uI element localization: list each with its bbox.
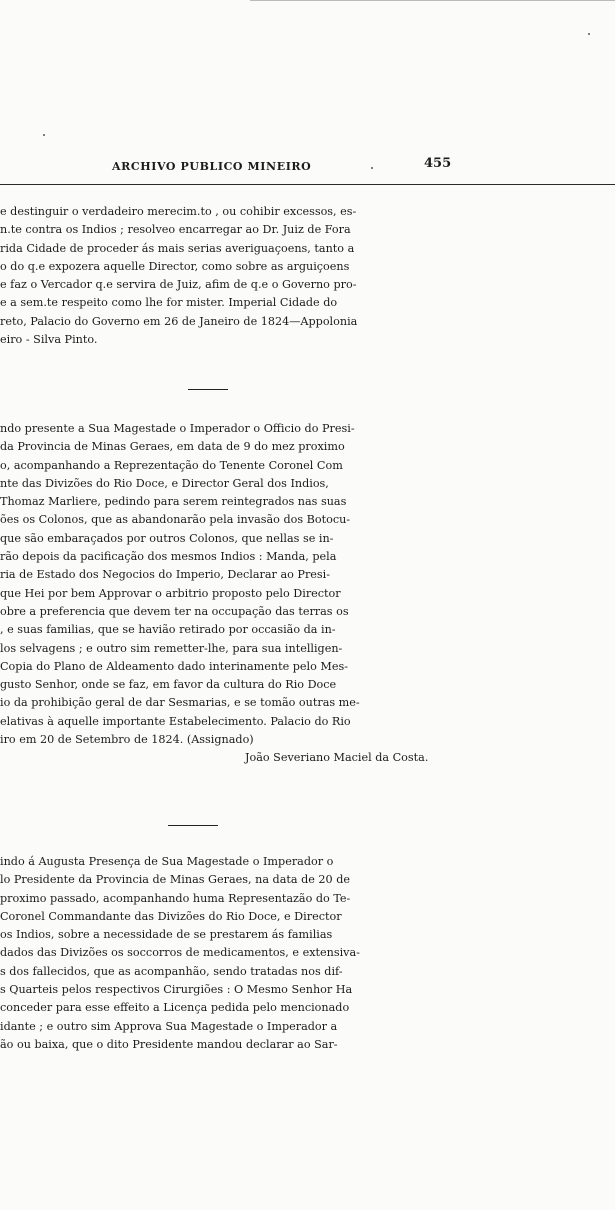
text-line: proximo passado, acompanhando huma Representazão do Te- [0,891,351,905]
header-title: ARCHIVO PUBLICO MINEIRO [112,160,312,173]
text-line: rão depois da pacificação dos mesmos Indios : Manda, pela [0,550,337,564]
text-line: conceder para esse effeito a Licença pedida pelo mencionado [0,1001,350,1015]
section-divider [168,825,218,826]
text-line: o do q.e expozera aquelle Director, como sobre as arguiçoens [0,259,350,273]
text-line: que são embaraçados por outros Colonos, que nellas se in- [0,531,334,545]
text-line: obre a preferencia que devem ter na occupação das terras os [0,604,349,618]
text-line: s Quarteis pelos respectivos Cirurgiões : O Mesmo Senhor Ha [0,983,353,997]
text-line: rida Cidade de proceder ás mais serias averiguaçoens, tanto a [0,241,355,255]
text-line: o, acompanhando a Reprezentação do Tenente Coronel Com [0,458,343,472]
text-line: dados das Divizões os soccorros de medicamentos, e extensiva- [0,946,360,960]
page-number: 455 [424,156,452,171]
text-line: indo á Augusta Presença de Sua Magestade o Imperador o [0,855,334,868]
text-line: los selvagens ; e outro sim remetter-lhe, para sua intelligen- [0,641,343,655]
text-line: Copia do Plano de Aldeamento dado interinamente pelo Mes- [0,659,348,673]
text-line: da Provincia de Minas Geraes, em data de 9 do mez proximo [0,440,345,454]
text-line: e destinguir o verdadeiro merecim.to , ou cohibir excessos, es- [0,205,357,218]
text-line: , e suas familias, que se havião retirado por occasião da in- [0,623,336,637]
text-line: reto, Palacio do Governo em 26 de Janeiro de 1824—Appolonia [0,314,358,328]
signature: João Severiano Maciel da Costa. [245,751,429,765]
running-header [0,154,615,185]
text-line: ndo presente a Sua Magestade o Imperador o Officio do Presi- [0,422,355,435]
text-line: e faz o Vercador q.e servira de Juiz, afim de q.e o Governo pro- [0,278,357,292]
text-block-3 [0,853,615,1054]
text-line: elativas à aquelle importante Estabelecimento. Palacio do Rio [0,714,351,728]
text-block-2 [0,420,615,768]
section-divider [188,389,228,390]
text-line: s dos fallecidos, que as acompanhão, sendo tratadas nos dif- [0,964,343,978]
text-line: io da prohibição geral de dar Sesmarias, e se tomão outras me- [0,696,360,710]
text-line: iro em 20 de Setembro de 1824. (Assignado) [0,733,254,747]
text-line: ão ou baixa, que o dito Presidente mandou declarar ao Sar- [0,1037,338,1051]
text-line: eiro - Silva Pinto. [0,333,98,347]
text-line: Coronel Commandante das Divizões do Rio Doce, e Director [0,909,342,923]
text-block-1 [0,203,615,349]
scan-speck [588,33,590,35]
text-line: Thomaz Marliere, pedindo para serem reintegrados nas suas [0,495,347,509]
text-line: idante ; e outro sim Approva Sua Magestade o Imperador a [0,1019,338,1033]
text-line: nte das Divizões do Rio Doce, e Director Geral dos Indios, [0,476,329,490]
text-line: ões os Colonos, que as abandonarão pela invasão dos Botocu- [0,513,351,527]
text-line: os Indios, sobre a necessidade de se prestarem ás familias [0,928,333,942]
scan-speck [43,134,45,136]
scan-edge-line [250,0,615,1]
text-line: lo Presidente da Provincia de Minas Geraes, na data de 20 de [0,873,351,887]
text-line: ria de Estado dos Negocios do Imperio, Declarar ao Presi- [0,568,331,582]
text-line: e a sem.te respeito como lhe for mister. Imperial Cidade do [0,296,338,310]
text-line: n.te contra os Indios ; resolveo encarregar ao Dr. Juiz de Fora [0,223,351,237]
text-line: que Hei por bem Approvar o arbitrio proposto pelo Director [0,586,341,600]
text-line: gusto Senhor, onde se faz, em favor da cultura do Rio Doce [0,678,337,692]
